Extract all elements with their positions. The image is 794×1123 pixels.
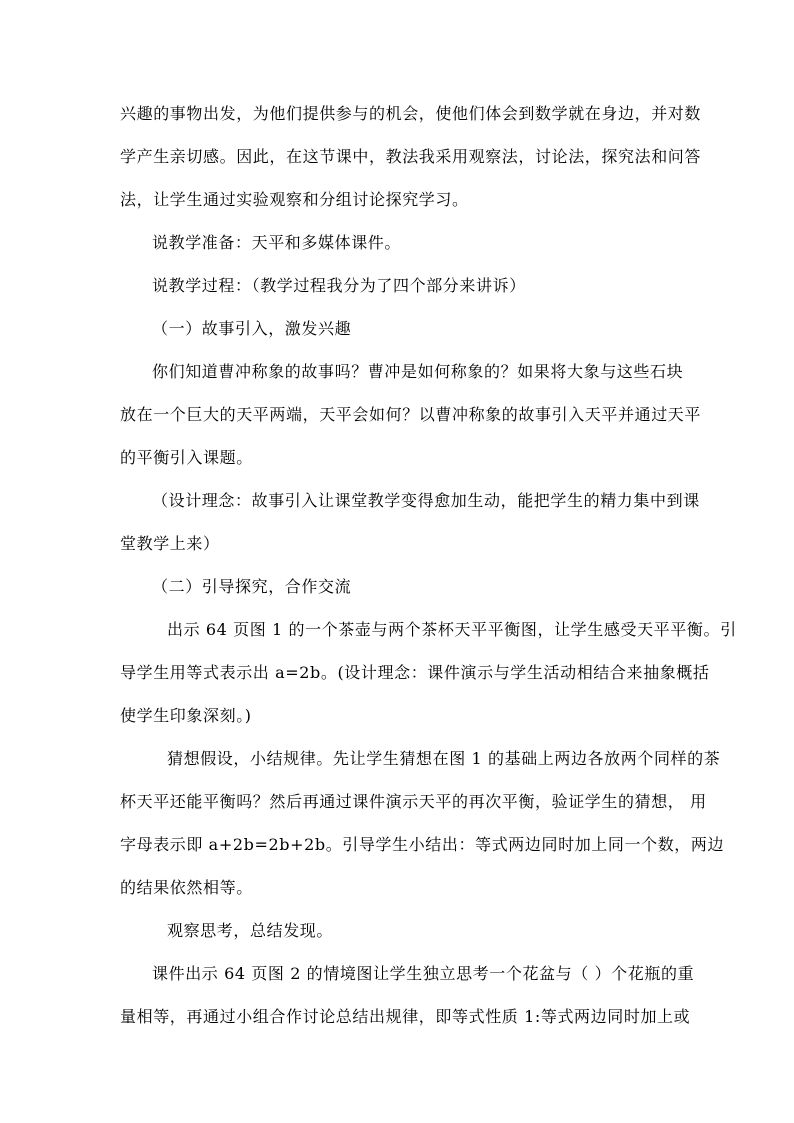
text-line: 量相等，再通过小组合作讨论总结出规律，即等式性质 1:等式两边同时加上或 — [120, 1007, 691, 1026]
text-line: 使学生印象深刻。) — [120, 706, 252, 725]
text-line: （设计理念：故事引入让课堂教学变得愈加生动，能把学生的精力集中到课 — [152, 491, 700, 510]
text-line: 学产生亲切感。因此，在这节课中，教法我采用观察法，讨论法，探究法和问答 — [120, 147, 702, 166]
text-line: 观察思考，总结发现。 — [167, 921, 334, 940]
text-line: 的结果依然相等。 — [120, 878, 253, 897]
text-line: 导学生用等式表示出 a=2b。(设计理念：课件演示与学生活动相结合来抽象概括 — [120, 663, 710, 682]
text-line: 法，让学生通过实验观察和分组讨论探究学习。 — [120, 190, 469, 209]
text-line: 的平衡引入课题。 — [120, 448, 253, 467]
text-line: 说教学过程：（教学过程我分为了四个部分来讲诉） — [152, 276, 526, 295]
text-line: 猜想假设，小结规律。先让学生猜想在图 1 的基础上两边各放两个同样的茶 — [167, 749, 721, 768]
text-line: 出示 64 页图 1 的一个茶壶与两个茶杯天平平衡图，让学生感受天平平衡。引 — [167, 620, 737, 639]
text-line: 课件出示 64 页图 2 的情境图让学生独立思考一个花盆与（ ）个花瓶的重 — [152, 964, 695, 983]
text-line: 放在一个巨大的天平两端，天平会如何？以曹冲称象的故事引入天平并通过天平 — [120, 405, 702, 424]
text-line: 你们知道曹冲称象的故事吗？曹冲是如何称象的？如果将大象与这些石块 — [152, 362, 684, 381]
text-line: 杯天平还能平衡吗？然后再通过课件演示天平的再次平衡，验证学生的猜想， 用 — [120, 792, 707, 811]
section-heading: （二）引导探究，合作交流 — [152, 577, 352, 596]
text-line: 说教学准备：天平和多媒体课件。 — [152, 233, 402, 252]
text-line: 字母表示即 a+2b=2b+2b。引导学生小结出：等式两边同时加上同一个数，两边 — [120, 835, 725, 854]
text-line: 堂教学上来） — [120, 534, 220, 553]
section-heading: （一）故事引入，激发兴趣 — [152, 319, 352, 338]
text-line: 兴趣的事物出发，为他们提供参与的机会，使他们体会到数学就在身边，并对数 — [120, 104, 702, 123]
